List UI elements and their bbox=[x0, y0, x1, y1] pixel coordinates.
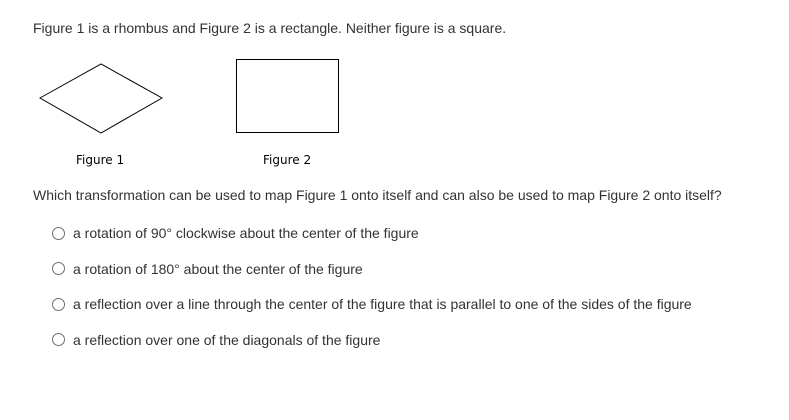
answer-choice-2[interactable] bbox=[52, 260, 692, 278]
answer-choice-3[interactable] bbox=[52, 295, 692, 313]
answer-choice-label[interactable]: a rotation of 180° about the center of the figure bbox=[73, 260, 363, 277]
answer-choice-label[interactable]: a rotation of 90° clockwise about the center of the figure bbox=[73, 225, 419, 241]
figure-2-rectangle bbox=[235, 58, 341, 136]
radio-button[interactable] bbox=[52, 227, 65, 240]
answer-choice-label[interactable]: a reflection over a line through the center of the figure that is parallel to one of the sides of the figure bbox=[73, 296, 692, 312]
radio-button[interactable] bbox=[52, 333, 65, 346]
answer-choices bbox=[52, 224, 692, 366]
answer-choice-1[interactable] bbox=[52, 224, 692, 242]
figure-1-rhombus bbox=[38, 61, 164, 137]
radio-button[interactable] bbox=[52, 298, 65, 311]
rhombus-shape bbox=[38, 61, 164, 137]
radio-button[interactable] bbox=[52, 262, 65, 275]
figure-2-label: Figure 2 bbox=[263, 153, 312, 167]
figure-1-label: Figure 1 bbox=[76, 153, 125, 167]
rectangle-shape bbox=[235, 58, 341, 136]
question-prompt: Figure 1 is a rhombus and Figure 2 is a rectangle. Neither figure is a square. bbox=[33, 20, 507, 36]
question-text: Which transformation can be used to map Figure 1 onto itself and can also be used to map Figure 2 onto itself? bbox=[33, 187, 722, 203]
answer-choice-4[interactable] bbox=[52, 331, 692, 349]
answer-choice-label[interactable]: a reflection over one of the diagonals of the figure bbox=[73, 331, 381, 348]
